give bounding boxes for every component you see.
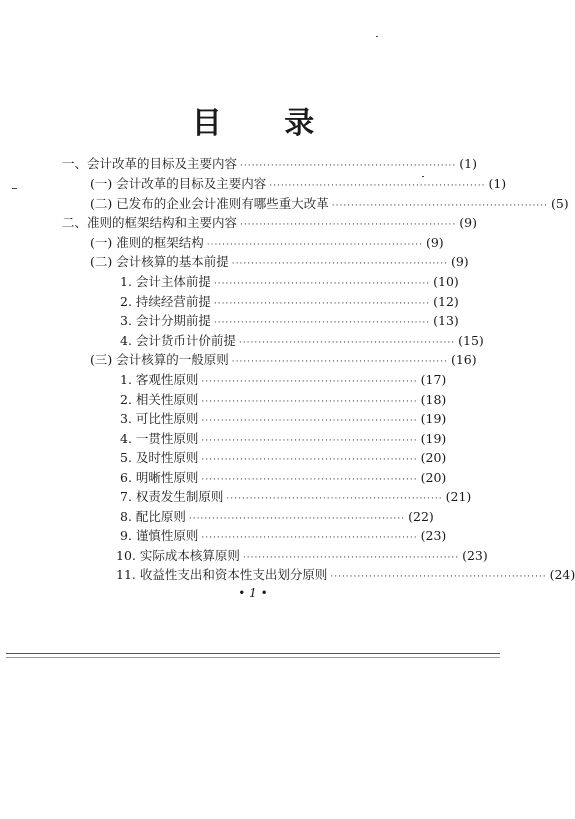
toc-entry-page: (16) — [450, 352, 477, 367]
toc-entry-page: (21) — [445, 489, 472, 504]
toc-entry-page: (18) — [420, 392, 447, 407]
toc-entry-label: 一、会计改革的目标及主要内容 — [62, 156, 238, 171]
leader-dots: ························································ — [201, 455, 418, 465]
leader-dots: ························································ — [330, 572, 547, 582]
toc-entry[interactable] — [120, 293, 459, 313]
toc-entry-label: 4. 一贯性原则 — [120, 431, 199, 446]
toc-entry-label: 4. 会计货币计价前提 — [120, 333, 236, 348]
leader-dots: ························································ — [331, 201, 548, 211]
toc-entry[interactable] — [120, 508, 434, 528]
toc-entry-label: 3. 可比性原则 — [120, 411, 199, 426]
leader-dots: ························································ — [242, 553, 460, 563]
leader-dots: ························································ — [206, 240, 423, 250]
toc-entry-label: 1. 会计主体前提 — [120, 274, 211, 289]
toc-entry-label: 7. 权责发生制原则 — [120, 489, 224, 504]
toc-entry-page: (9) — [450, 254, 469, 269]
leader-dots: ························································ — [240, 220, 457, 230]
toc-entry-label: 1. 客观性原则 — [120, 372, 199, 387]
leader-dots: ························································ — [226, 494, 443, 504]
toc-entry[interactable] — [120, 332, 484, 352]
toc-entry[interactable] — [120, 410, 447, 430]
leader-dots: ························································ — [201, 416, 418, 426]
toc-entry-page: (12) — [433, 294, 459, 309]
toc-entry-page: (22) — [408, 509, 434, 524]
toc-entry[interactable] — [120, 273, 459, 293]
toc-entry-label: 5. 及时性原则 — [120, 450, 199, 465]
toc-entry-page: (24) — [549, 567, 575, 582]
toc-entry-page: (15) — [458, 333, 484, 348]
toc-entry[interactable] — [120, 449, 447, 469]
toc-entry[interactable] — [120, 391, 447, 411]
toc-entry[interactable] — [116, 547, 488, 567]
leader-dots: ························································ — [213, 299, 431, 309]
toc-entry-label: 6. 明晰性原则 — [120, 470, 199, 485]
leader-dots: ························································ — [231, 259, 448, 269]
bottom-rule — [6, 653, 500, 654]
toc-entry[interactable] — [120, 312, 459, 332]
leader-dots: ························································ — [238, 338, 456, 348]
toc-entry-page: (20) — [420, 470, 447, 485]
leader-dots: ························································ — [201, 533, 418, 543]
toc-entry[interactable] — [120, 469, 447, 489]
toc-entry-page: (23) — [420, 528, 447, 543]
scan-speck — [422, 176, 424, 177]
toc-entry[interactable] — [116, 566, 575, 586]
toc-entry-page: (13) — [433, 313, 459, 328]
toc-entry[interactable] — [120, 371, 447, 391]
leader-dots: ························································ — [240, 161, 457, 171]
leader-dots: ························································ — [201, 377, 418, 387]
toc-entry-page: (5) — [550, 196, 569, 211]
toc-entry[interactable] — [90, 195, 569, 215]
toc-entry-page: (23) — [462, 548, 488, 563]
toc-entry-label: (一) 准则的框架结构 — [90, 235, 204, 250]
leader-dots: ························································ — [269, 181, 486, 191]
leader-dots: ························································ — [201, 475, 418, 485]
toc-entry-page: (17) — [420, 372, 447, 387]
toc-entry-label: (一) 会计改革的目标及主要内容 — [90, 176, 267, 191]
toc-entry-page: (9) — [425, 235, 444, 250]
toc-entry-label: 9. 谨慎性原则 — [120, 528, 199, 543]
toc-entry-page: (20) — [420, 450, 447, 465]
toc-entry-page: (10) — [433, 274, 459, 289]
toc-entry-label: (二) 会计核算的基本前提 — [90, 254, 229, 269]
toc-entry[interactable] — [90, 351, 477, 371]
bottom-rule — [6, 657, 500, 658]
toc-entry-label: (二) 已发布的企业会计准则有哪些重大改革 — [90, 196, 329, 211]
toc-entry[interactable] — [120, 488, 472, 508]
toc-entry[interactable] — [62, 214, 477, 234]
leader-dots: ························································ — [201, 436, 418, 446]
toc-entry-page: (19) — [420, 411, 447, 426]
toc-entry-page: (19) — [420, 431, 447, 446]
toc-entry-label: 8. 配比原则 — [120, 509, 186, 524]
toc-entry-label: (三) 会计核算的一般原则 — [90, 352, 229, 367]
toc-entry-label: 2. 相关性原则 — [120, 392, 199, 407]
toc-entry-label: 11. 收益性支出和资本性支出划分原则 — [116, 567, 328, 582]
toc-entry[interactable] — [120, 527, 447, 547]
toc-entry[interactable] — [90, 253, 469, 273]
leader-dots: ························································ — [201, 397, 418, 407]
page-number: • 1 • — [238, 586, 268, 600]
leader-dots: ························································ — [213, 318, 431, 328]
leader-dots: ························································ — [188, 514, 406, 524]
leader-dots: ························································ — [231, 357, 448, 367]
toc-entry-page: (1) — [488, 176, 507, 191]
toc-entry-label: 二、准则的框架结构和主要内容 — [62, 215, 238, 230]
scan-speck — [12, 188, 17, 189]
toc-entry[interactable] — [90, 175, 507, 195]
toc-entry-label: 2. 持续经营前提 — [120, 294, 211, 309]
page-title: 目 录 — [191, 106, 341, 141]
toc-entry[interactable] — [120, 430, 447, 450]
toc-entry[interactable] — [90, 234, 444, 254]
toc-entry-page: (9) — [459, 215, 477, 230]
leader-dots: ························································ — [213, 279, 431, 289]
toc-entry-page: (1) — [459, 156, 477, 171]
toc-entry[interactable] — [62, 155, 477, 175]
toc-entry-label: 10. 实际成本核算原则 — [116, 548, 240, 563]
scan-speck — [376, 36, 378, 37]
toc-entry-label: 3. 会计分期前提 — [120, 313, 211, 328]
